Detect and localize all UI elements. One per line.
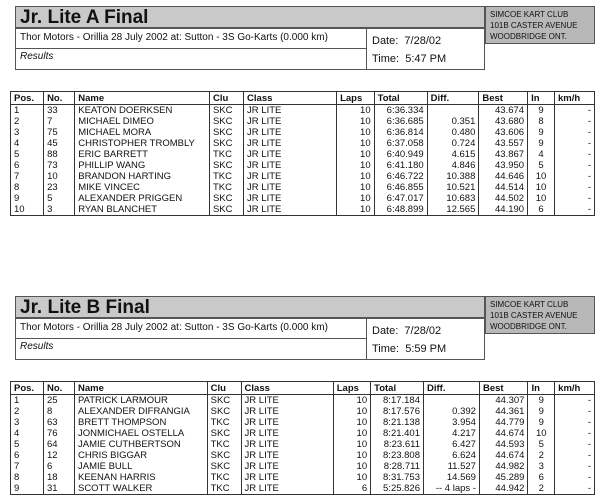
table-row — [11, 182, 595, 193]
table-row — [11, 160, 595, 171]
cell-total: 8:17.184 — [371, 395, 424, 407]
cell-class: JR LITE — [241, 450, 333, 461]
results-table — [10, 381, 595, 495]
cell-diff: 11.527 — [424, 461, 480, 472]
cell-best: 44.674 — [479, 428, 527, 439]
column-header-total: Total — [371, 382, 424, 395]
cell-best: 44.190 — [479, 204, 528, 216]
cell-pos: 4 — [11, 138, 44, 149]
cell-name: JONMICHAEL OSTELLA — [74, 428, 207, 439]
results-label: Results — [20, 341, 54, 352]
cell-kmh: - — [554, 204, 594, 216]
cell-no: 75 — [44, 127, 75, 138]
cell-kmh: - — [555, 450, 595, 461]
cell-in: 4 — [528, 149, 555, 160]
cell-club: SKC — [209, 105, 243, 117]
cell-best: 44.593 — [479, 439, 527, 450]
club-address-box — [485, 296, 595, 334]
column-header-best: Best — [479, 92, 528, 105]
cell-pos: 1 — [11, 395, 44, 407]
cell-diff: 0.724 — [427, 138, 479, 149]
column-header-no: No. — [43, 382, 74, 395]
cell-best: 44.674 — [479, 450, 527, 461]
cell-no: 76 — [43, 428, 74, 439]
cell-kmh: - — [554, 127, 594, 138]
cell-best: 43.950 — [479, 160, 528, 171]
club-city: WOODBRIDGE ONT. — [490, 32, 567, 41]
cell-class: JR LITE — [241, 395, 333, 407]
cell-best: 44.514 — [479, 182, 528, 193]
cell-class: JR LITE — [241, 483, 333, 495]
cell-total: 8:28.711 — [371, 461, 424, 472]
cell-no: 8 — [43, 406, 74, 417]
cell-best: 43.680 — [479, 116, 528, 127]
column-header-kmh: km/h — [555, 382, 595, 395]
cell-in: 10 — [528, 428, 555, 439]
column-header-pos: Pos. — [11, 92, 44, 105]
table-row — [11, 127, 595, 138]
cell-name: JAMIE CUTHBERTSON — [74, 439, 207, 450]
cell-in: 5 — [528, 439, 555, 450]
cell-club: SKC — [209, 204, 243, 216]
column-header-best: Best — [479, 382, 527, 395]
cell-club: TKC — [207, 439, 241, 450]
cell-in: 10 — [528, 171, 555, 182]
column-header-diff: Diff. — [427, 92, 479, 105]
cell-club: SKC — [209, 193, 243, 204]
cell-class: JR LITE — [244, 138, 337, 149]
race-time: Time: 5:47 PM — [372, 53, 447, 65]
cell-in: 9 — [528, 395, 555, 407]
event-description: Thor Motors - Orillia 28 July 2002 at: Sutton - 3S Go-Karts (0.000 km) — [20, 322, 328, 333]
cell-no: 45 — [44, 138, 75, 149]
cell-pos: 3 — [11, 417, 44, 428]
cell-pos: 6 — [11, 450, 44, 461]
cell-no: 12 — [43, 450, 74, 461]
cell-diff — [424, 395, 480, 407]
table-row — [11, 204, 595, 216]
cell-class: JR LITE — [244, 105, 337, 117]
column-header-class: Class — [241, 382, 333, 395]
cell-best: 43.606 — [479, 127, 528, 138]
cell-name: MIKE VINCEC — [75, 182, 210, 193]
cell-pos: 2 — [11, 116, 44, 127]
cell-pos: 7 — [11, 461, 44, 472]
cell-name: CHRIS BIGGAR — [74, 450, 207, 461]
table-row — [11, 406, 595, 417]
cell-name: BRETT THOMPSON — [74, 417, 207, 428]
club-name: SIMCOE KART CLUB — [490, 300, 569, 309]
cell-laps: 10 — [333, 472, 370, 483]
cell-kmh: - — [554, 138, 594, 149]
cell-best: 44.942 — [479, 483, 527, 495]
cell-club: SKC — [209, 160, 243, 171]
cell-class: JR LITE — [241, 428, 333, 439]
column-header-in: In — [528, 92, 555, 105]
cell-laps: 10 — [337, 204, 375, 216]
cell-diff: 4.615 — [427, 149, 479, 160]
cell-class: JR LITE — [244, 204, 337, 216]
cell-kmh: - — [554, 171, 594, 182]
cell-laps: 10 — [333, 450, 370, 461]
cell-kmh: - — [554, 160, 594, 171]
cell-class: JR LITE — [244, 171, 337, 182]
cell-laps: 10 — [337, 116, 375, 127]
table-row — [11, 428, 595, 439]
cell-no: 5 — [44, 193, 75, 204]
cell-pos: 5 — [11, 439, 44, 450]
cell-laps: 10 — [333, 417, 370, 428]
cell-kmh: - — [555, 483, 595, 495]
cell-pos: 7 — [11, 171, 44, 182]
cell-name: ALEXANDER DIFRANGIA — [74, 406, 207, 417]
cell-pos: 5 — [11, 149, 44, 160]
cell-laps: 10 — [337, 105, 375, 117]
cell-pos: 9 — [11, 193, 44, 204]
cell-kmh: - — [554, 149, 594, 160]
cell-diff — [427, 105, 479, 117]
cell-no: 23 — [44, 182, 75, 193]
cell-diff: 6.427 — [424, 439, 480, 450]
cell-name: BRANDON HARTING — [75, 171, 210, 182]
column-header-no: No. — [44, 92, 75, 105]
cell-class: JR LITE — [241, 439, 333, 450]
cell-laps: 10 — [337, 149, 375, 160]
event-info-box — [15, 28, 485, 70]
table-row — [11, 395, 595, 407]
cell-best: 44.361 — [479, 406, 527, 417]
cell-club: TKC — [207, 483, 241, 495]
cell-class: JR LITE — [241, 461, 333, 472]
table-row — [11, 116, 595, 127]
cell-kmh: - — [555, 472, 595, 483]
cell-name: JAMIE BULL — [74, 461, 207, 472]
event-info-box — [15, 318, 485, 360]
cell-name: RYAN BLANCHET — [75, 204, 210, 216]
cell-club: SKC — [209, 116, 243, 127]
cell-in: 8 — [528, 116, 555, 127]
cell-diff: 10.388 — [427, 171, 479, 182]
cell-in: 2 — [528, 450, 555, 461]
cell-laps: 6 — [333, 483, 370, 495]
cell-no: 73 — [44, 160, 75, 171]
cell-diff: 0.351 — [427, 116, 479, 127]
cell-total: 6:46.855 — [374, 182, 427, 193]
table-row — [11, 138, 595, 149]
table-row — [11, 483, 595, 495]
cell-diff: 14.569 — [424, 472, 480, 483]
table-row — [11, 472, 595, 483]
club-city: WOODBRIDGE ONT. — [490, 322, 567, 331]
cell-class: JR LITE — [244, 116, 337, 127]
race-title: Jr. Lite A Final — [20, 7, 149, 28]
cell-club: TKC — [209, 171, 243, 182]
cell-best: 43.867 — [479, 149, 528, 160]
cell-total: 6:40.949 — [374, 149, 427, 160]
cell-best: 44.307 — [479, 395, 527, 407]
column-header-in: In — [528, 382, 555, 395]
cell-in: 3 — [528, 461, 555, 472]
cell-no: 64 — [43, 439, 74, 450]
club-address-box — [485, 6, 595, 44]
cell-kmh: - — [555, 395, 595, 407]
table-header-row — [11, 382, 595, 395]
cell-club: TKC — [209, 182, 243, 193]
cell-kmh: - — [555, 439, 595, 450]
race-title: Jr. Lite B Final — [20, 297, 150, 318]
cell-name: CHRISTOPHER TROMBLY — [75, 138, 210, 149]
cell-pos: 3 — [11, 127, 44, 138]
cell-laps: 10 — [337, 171, 375, 182]
cell-class: JR LITE — [244, 193, 337, 204]
cell-class: JR LITE — [241, 406, 333, 417]
cell-club: SKC — [207, 450, 241, 461]
race-title-bar — [15, 6, 485, 28]
column-header-club: Clu — [209, 92, 243, 105]
results-label: Results — [20, 51, 54, 62]
cell-total: 6:36.814 — [374, 127, 427, 138]
cell-diff: 6.624 — [424, 450, 480, 461]
cell-name: ALEXANDER PRIGGEN — [75, 193, 210, 204]
cell-total: 8:21.401 — [371, 428, 424, 439]
cell-no: 18 — [43, 472, 74, 483]
table-row — [11, 105, 595, 117]
cell-in: 9 — [528, 138, 555, 149]
cell-club: TKC — [209, 149, 243, 160]
cell-total: 8:23.808 — [371, 450, 424, 461]
cell-total: 6:36.334 — [374, 105, 427, 117]
cell-in: 6 — [528, 204, 555, 216]
cell-class: JR LITE — [244, 182, 337, 193]
cell-club: SKC — [207, 461, 241, 472]
cell-no: 10 — [44, 171, 75, 182]
cell-no: 33 — [44, 105, 75, 117]
cell-kmh: - — [555, 461, 595, 472]
cell-best: 44.779 — [479, 417, 527, 428]
race-date: Date: 7/28/02 — [372, 35, 442, 47]
cell-class: JR LITE — [244, 127, 337, 138]
cell-total: 8:23.611 — [371, 439, 424, 450]
cell-name: MICHAEL MORA — [75, 127, 210, 138]
cell-pos: 8 — [11, 182, 44, 193]
cell-total: 5:25.826 — [371, 483, 424, 495]
cell-pos: 8 — [11, 472, 44, 483]
table-row — [11, 439, 595, 450]
cell-diff: 10.521 — [427, 182, 479, 193]
club-name: SIMCOE KART CLUB — [490, 10, 569, 19]
cell-laps: 10 — [333, 461, 370, 472]
cell-in: 10 — [528, 193, 555, 204]
cell-pos: 1 — [11, 105, 44, 117]
cell-kmh: - — [554, 116, 594, 127]
cell-total: 6:37.058 — [374, 138, 427, 149]
cell-diff: 10.683 — [427, 193, 479, 204]
cell-best: 45.289 — [479, 472, 527, 483]
cell-class: JR LITE — [241, 472, 333, 483]
cell-name: PATRICK LARMOUR — [74, 395, 207, 407]
cell-kmh: - — [555, 406, 595, 417]
cell-name: SCOTT WALKER — [74, 483, 207, 495]
cell-kmh: - — [554, 105, 594, 117]
cell-no: 31 — [43, 483, 74, 495]
cell-in: 2 — [528, 483, 555, 495]
cell-name: PHILLIP WANG — [75, 160, 210, 171]
cell-no: 7 — [44, 116, 75, 127]
cell-in: 9 — [528, 406, 555, 417]
cell-in: 9 — [528, 417, 555, 428]
cell-best: 44.502 — [479, 193, 528, 204]
column-header-diff: Diff. — [424, 382, 480, 395]
cell-club: SKC — [207, 395, 241, 407]
cell-total: 6:46.722 — [374, 171, 427, 182]
club-street: 101B CASTER AVENUE — [490, 21, 578, 30]
table-row — [11, 149, 595, 160]
cell-no: 3 — [44, 204, 75, 216]
cell-best: 43.674 — [479, 105, 528, 117]
table-header-row — [11, 92, 595, 105]
cell-club: TKC — [207, 472, 241, 483]
cell-club: TKC — [207, 417, 241, 428]
cell-club: SKC — [209, 138, 243, 149]
cell-name: KEATON DOERKSEN — [75, 105, 210, 117]
cell-name: MICHAEL DIMEO — [75, 116, 210, 127]
cell-no: 63 — [43, 417, 74, 428]
cell-kmh: - — [555, 428, 595, 439]
cell-diff: 4.217 — [424, 428, 480, 439]
column-header-laps: Laps — [333, 382, 370, 395]
cell-total: 6:36.685 — [374, 116, 427, 127]
cell-pos: 4 — [11, 428, 44, 439]
cell-total: 8:21.138 — [371, 417, 424, 428]
table-row — [11, 193, 595, 204]
column-header-name: Name — [75, 92, 210, 105]
cell-kmh: - — [555, 417, 595, 428]
cell-in: 5 — [528, 160, 555, 171]
cell-pos: 6 — [11, 160, 44, 171]
cell-diff: 12.565 — [427, 204, 479, 216]
cell-diff: 3.954 — [424, 417, 480, 428]
cell-class: JR LITE — [244, 160, 337, 171]
club-street: 101B CASTER AVENUE — [490, 311, 578, 320]
cell-total: 8:31.753 — [371, 472, 424, 483]
cell-laps: 10 — [337, 182, 375, 193]
column-header-kmh: km/h — [554, 92, 594, 105]
cell-kmh: - — [554, 193, 594, 204]
cell-in: 9 — [528, 127, 555, 138]
table-row — [11, 171, 595, 182]
cell-diff: 0.392 — [424, 406, 480, 417]
results-table — [10, 91, 595, 216]
column-header-name: Name — [74, 382, 207, 395]
event-description: Thor Motors - Orillia 28 July 2002 at: Sutton - 3S Go-Karts (0.000 km) — [20, 32, 328, 43]
cell-kmh: - — [554, 182, 594, 193]
cell-class: JR LITE — [241, 417, 333, 428]
column-header-club: Clu — [207, 382, 241, 395]
cell-no: 6 — [43, 461, 74, 472]
cell-in: 10 — [528, 182, 555, 193]
cell-diff: -- 4 laps - — [424, 483, 480, 495]
cell-laps: 10 — [333, 395, 370, 407]
cell-best: 43.557 — [479, 138, 528, 149]
cell-pos: 9 — [11, 483, 44, 495]
race-title-bar — [15, 296, 485, 318]
cell-name: KEENAN HARRIS — [74, 472, 207, 483]
cell-class: JR LITE — [244, 149, 337, 160]
column-header-pos: Pos. — [11, 382, 44, 395]
cell-best: 44.982 — [479, 461, 527, 472]
cell-laps: 10 — [337, 127, 375, 138]
cell-total: 8:17.576 — [371, 406, 424, 417]
cell-diff: 4.846 — [427, 160, 479, 171]
cell-in: 9 — [528, 105, 555, 117]
table-row — [11, 461, 595, 472]
race-time: Time: 5:59 PM — [372, 343, 447, 355]
cell-laps: 10 — [333, 439, 370, 450]
cell-laps: 10 — [337, 160, 375, 171]
cell-club: SKC — [207, 406, 241, 417]
column-header-class: Class — [244, 92, 337, 105]
cell-pos: 10 — [11, 204, 44, 216]
cell-best: 44.646 — [479, 171, 528, 182]
cell-total: 6:47.017 — [374, 193, 427, 204]
cell-club: SKC — [209, 127, 243, 138]
table-row — [11, 417, 595, 428]
cell-diff: 0.480 — [427, 127, 479, 138]
cell-laps: 10 — [333, 406, 370, 417]
cell-laps: 10 — [333, 428, 370, 439]
cell-no: 25 — [43, 395, 74, 407]
column-header-total: Total — [374, 92, 427, 105]
table-row — [11, 450, 595, 461]
cell-no: 88 — [44, 149, 75, 160]
cell-total: 6:41.180 — [374, 160, 427, 171]
cell-total: 6:48.899 — [374, 204, 427, 216]
cell-name: ERIC BARRETT — [75, 149, 210, 160]
cell-laps: 10 — [337, 138, 375, 149]
cell-club: SKC — [207, 428, 241, 439]
cell-in: 6 — [528, 472, 555, 483]
cell-pos: 2 — [11, 406, 44, 417]
cell-laps: 10 — [337, 193, 375, 204]
race-date: Date: 7/28/02 — [372, 325, 442, 337]
column-header-laps: Laps — [337, 92, 375, 105]
